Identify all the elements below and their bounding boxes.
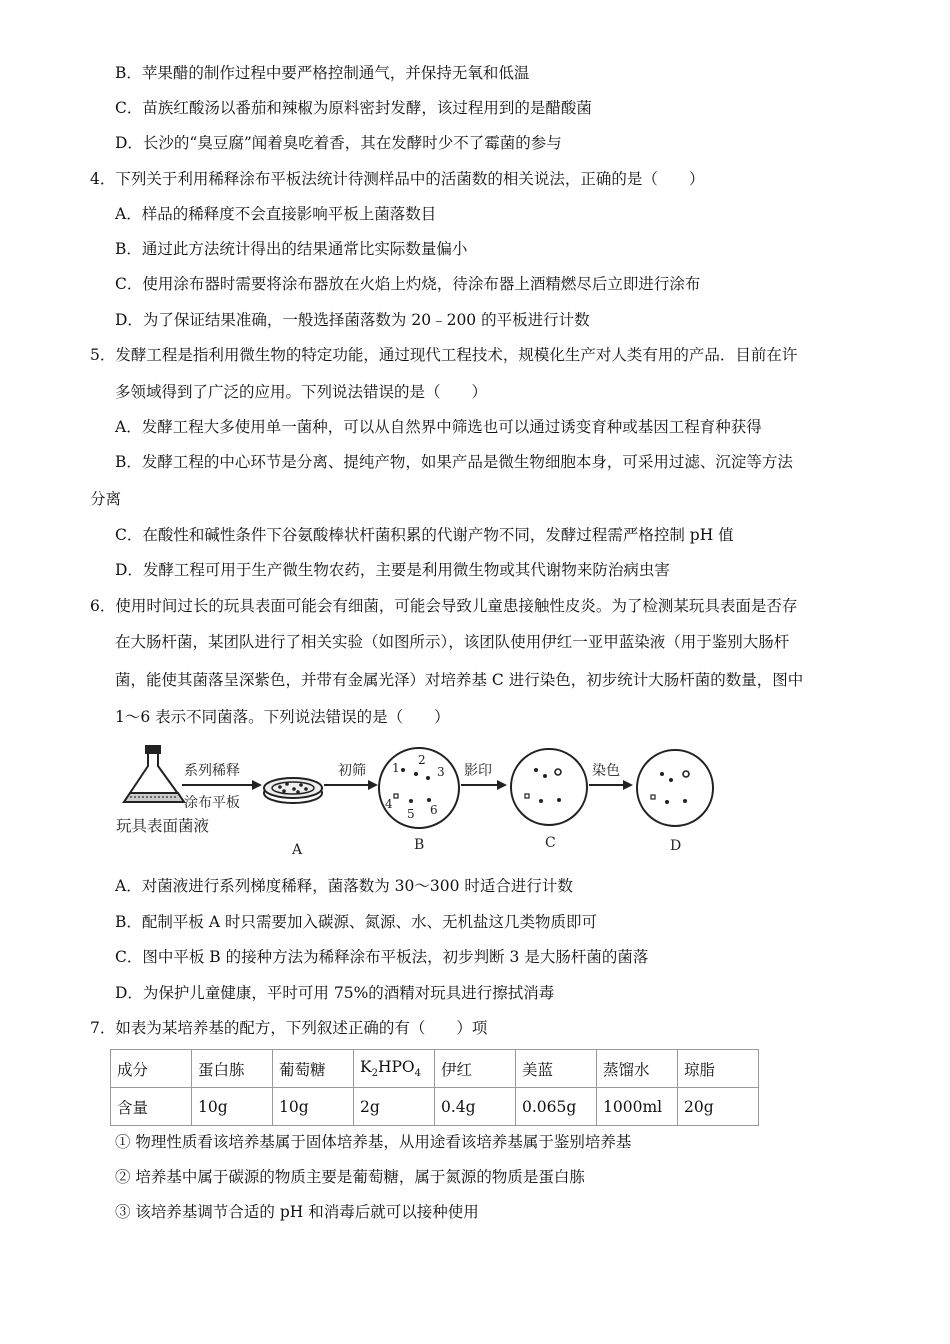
q6-option-c: C．图中平板 B 的接种方法为稀释涂布平板法，初步判断 3 是大肠杆菌的菌落 — [115, 948, 649, 966]
q3-option-c: C．苗族红酸汤以番茄和辣椒为原料密封发酵，该过程用到的是醋酸菌 — [115, 99, 592, 117]
arrow-3-label: 影印 — [464, 763, 492, 779]
q5-option-b-line1: B．发酵工程的中心环节是分离、提纯产物，如果产品是微生物细胞本身，可采用过滤、沉淀等方法 — [115, 453, 793, 471]
q5-option-c: C．在酸性和碱性条件下谷氨酸棒状杆菌积累的代谢产物不同，发酵过程需严格控制 pH 值 — [115, 526, 734, 544]
plate-c — [511, 749, 587, 825]
plate-b-label: B — [414, 837, 425, 853]
q5-option-b-line2: 分离 — [90, 490, 122, 508]
arrow-1 — [182, 763, 262, 811]
table-cell: 10g — [192, 1088, 273, 1126]
table-cell: 0.065g — [516, 1088, 597, 1126]
table-cell: 蒸馏水 — [597, 1050, 678, 1088]
q6-stem-line4: 1～6 表示不同菌落。下列说法错误的是（ ） — [115, 708, 450, 726]
q4-option-d: D．为了保证结果准确，一般选择菌落数为 20﹣200 的平板进行计数 — [115, 311, 590, 329]
q5-stem-line2: 多领域得到了广泛的应用。下列说法错误的是（ ） — [115, 383, 488, 401]
arrow-4-label: 染色 — [592, 763, 620, 779]
table-row — [111, 1088, 759, 1126]
q7-statement-2: ② 培养基中属于碳源的物质主要是葡萄糖，属于氮源的物质是蛋白胨 — [115, 1168, 585, 1186]
q5-option-a: A．发酵工程大多使用单一菌种，可以从自然界中筛选也可以通过诱变育种或基因工程育种获得 — [115, 418, 762, 436]
table-cell: 含量 — [111, 1088, 192, 1126]
flask-label: 玩具表面菌液 — [116, 817, 210, 835]
table-cell: 蛋白胨 — [192, 1050, 273, 1088]
q5-option-d: D．发酵工程可用于生产微生物农药，主要是利用微生物或其代谢物来防治病虫害 — [115, 561, 670, 579]
q4-stem: 4．下列关于利用稀释涂布平板法统计待测样品中的活菌数的相关说法，正确的是（ ） — [90, 170, 705, 188]
q7-statement-1: ① 物理性质看该培养基属于固体培养基，从用途看该培养基属于鉴别培养基 — [115, 1133, 632, 1151]
arrow-2 — [324, 763, 378, 790]
q3-option-b: B．苹果醋的制作过程中要严格控制通气，并保持无氧和低温 — [115, 64, 530, 82]
q6-option-a: A．对菌液进行系列梯度稀释，菌落数为 30～300 时适合进行计数 — [115, 877, 573, 895]
flask-icon — [124, 746, 184, 802]
colony-3-label: 3 — [437, 765, 445, 779]
q7-stem: 7．如表为某培养基的配方，下列叙述正确的有（ ）项 — [90, 1019, 488, 1037]
table-cell: $K_2HPO_4$ — [354, 1050, 435, 1088]
arrow-1-top-label: 系列稀释 — [184, 763, 240, 779]
arrow-4 — [589, 762, 633, 790]
arrow-1-bottom-label: 涂布平板 — [184, 795, 240, 811]
q4-option-a: A．样品的稀释度不会直接影响平板上菌落数目 — [115, 205, 437, 223]
plate-c-label: C — [545, 835, 556, 851]
table-row — [111, 1050, 759, 1088]
colony-1-label: 1 — [392, 761, 400, 775]
colony-2-label: 2 — [418, 753, 426, 767]
plate-a-label: A — [292, 842, 303, 858]
arrow-3 — [461, 763, 507, 790]
experiment-figure — [112, 742, 722, 860]
table-cell: 1000ml — [597, 1088, 678, 1126]
medium-formula-table — [110, 1049, 759, 1126]
arrow-2-label: 初筛 — [338, 763, 366, 779]
q6-option-b: B．配制平板 A 时只需要加入碳源、氮源、水、无机盐这几类物质即可 — [115, 913, 597, 931]
q6-stem-line2: 在大肠杆菌，某团队进行了相关实验（如图所示），该团队使用伊红一亚甲蓝染液（用于鉴别大肠杆 — [115, 633, 790, 651]
plate-a — [264, 778, 322, 803]
q4-option-b: B．通过此方法统计得出的结果通常比实际数量偏小 — [115, 240, 468, 258]
plate-d-label: D — [670, 838, 682, 854]
table-cell: 0.4g — [435, 1088, 516, 1126]
colony-6-label: 6 — [430, 803, 438, 817]
plate-d — [637, 750, 713, 826]
colony-4-label: 4 — [385, 797, 393, 811]
table-cell: 葡萄糖 — [273, 1050, 354, 1088]
table-cell: 20g — [678, 1088, 759, 1126]
q6-option-d: D．为保护儿童健康，平时可用 75%的酒精对玩具进行擦拭消毒 — [115, 984, 555, 1002]
q6-stem-line3: 菌，能使其菌落呈深紫色，并带有金属光泽）对培养基 C 进行染色，初步统计大肠杆菌的数量，图中 — [115, 671, 804, 689]
q6-stem-line1: 6．使用时间过长的玩具表面可能会有细菌，可能会导致儿童患接触性皮炎。为了检测某玩具表面是否存 — [90, 597, 798, 615]
table-cell: 伊红 — [435, 1050, 516, 1088]
q7-statement-3: ③ 该培养基调节合适的 pH 和消毒后就可以接种使用 — [115, 1203, 479, 1221]
table-cell: 美蓝 — [516, 1050, 597, 1088]
plate-b — [379, 748, 459, 828]
q4-option-c: C．使用涂布器时需要将涂布器放在火焰上灼烧，待涂布器上酒精燃尽后立即进行涂布 — [115, 275, 701, 293]
table-cell: 10g — [273, 1088, 354, 1126]
q3-option-d: D．长沙的“臭豆腐”闻着臭吃着香，其在发酵时少不了霉菌的参与 — [115, 134, 562, 152]
q5-stem-line1: 5．发酵工程是指利用微生物的特定功能，通过现代工程技术，规模化生产对人类有用的产品．目前在许 — [90, 346, 798, 364]
colony-5-label: 5 — [407, 807, 415, 821]
table-cell: 琼脂 — [678, 1050, 759, 1088]
table-cell: 2g — [354, 1088, 435, 1126]
table-cell: 成分 — [111, 1050, 192, 1088]
